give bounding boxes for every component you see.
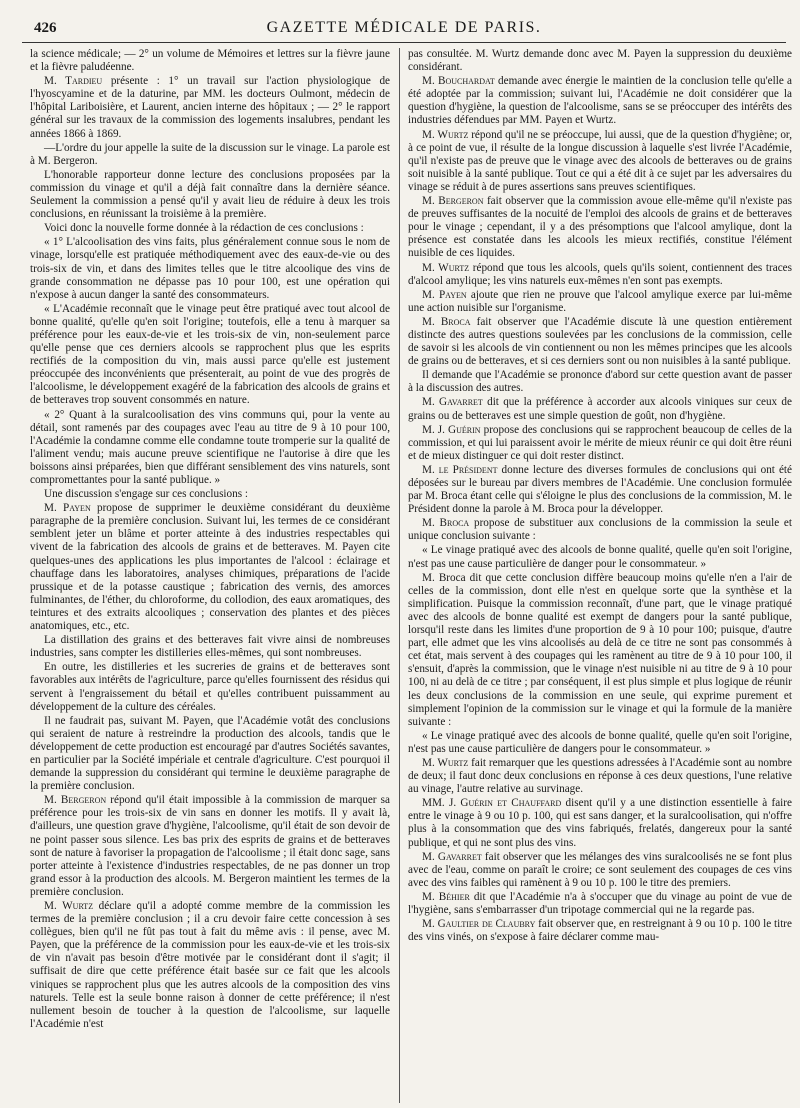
paragraph-text: « 2° Quant à la suralcoolisation des vins communs qui, pour la vente au détail, sont ramenés par des coupages avec l'eau au titre de 9 à 10 pour 100, l'Académie la condamne comme elle condamne toute tromperie sur la qualité de l'aliment vendu; mais aucune preuve scientifique ne l'autorise à dire que les boissons ainsi préparées, bien que différant sensiblement des vins naturels, sont compromettantes pour la santé publique. » (30, 408, 390, 486)
paragraph-text: propose de supprimer le deuxième considérant du deuxième paragraphe de la première conclusion. Suivant lui, les termes de ce considérant semblent jeter un blâme et porter atteinte à des industries respectables qui vivent de la fabrication des alcools de grains et de betteraves. M. Payen cite quelques-unes des applications les plus importantes de l'alcool : éclairage et chauffage dans les laboratoires, analyses chimiques, préparations de l'acide prussique et de la potasse caustique ; fabrication des vernis, des amorces fulminantes, de l'éther, du chloroforme, du collodion, des eaux aromatiques, des teintures et des extraits alcooliques ; conservation des plantes et des pièces anatomiques, etc., etc. (30, 502, 390, 633)
speaker-name: M. Gavarret (422, 850, 482, 863)
speaker-name: M. Bergeron (44, 794, 107, 807)
speaker-name: MM. J. Guérin et Chauffard (422, 797, 562, 810)
page-number: 426 (34, 20, 57, 36)
paragraph (408, 289, 792, 315)
paragraph-text: « Le vinage pratiqué avec des alcools de bonne qualité, quelle qu'en soit l'origine, n'est pas une cause particulière de danger pour le consommateur. » (408, 544, 792, 570)
paragraph (408, 48, 792, 74)
speaker-name: M. Wurtz (422, 128, 469, 141)
paragraph (30, 142, 390, 168)
paragraph-text: fait observer que les mélanges des vins suralcoolisés ne se font plus avec de l'eau, comme on paraît le croire; ce sont seulement des coupages de ces vins avec des vins faibles qui ramènent à 9 ou 10 p. 100 le titre des premiers. (408, 850, 792, 889)
paragraph-text: pas consultée. M. Wurtz demande donc avec M. Payen la suppression du deuxième considérant. (408, 48, 792, 74)
paragraph-text: disent qu'il y a une distinction essentielle à faire entre le vinage à 9 ou 10 p. 100, qui est sans danger, et la suralcoolisation, qui n'offre plus à la consommation que des vins fabriqués, frelatés, dangereux pour la santé publique, et qui ne sont plus des vins. (408, 797, 792, 849)
paragraph-text: « 1° L'alcoolisation des vins faits, plus généralement connue sous le nom de vinage, lorsqu'elle est pratiquée méthodiquement avec des eaux-de-vie ou des trois-six de vin, et dans des limites telles que le titre alcoolique des vins de grande consommation ne dépasse pas 10 pour 100, est une opération qui n'expose à aucun danger la santé des consommateurs. (30, 236, 390, 301)
speaker-name: M. Wurtz (422, 756, 469, 769)
paragraph-text: fait remarquer que les questions adressées à l'Académie sont au nombre de deux; il faut donc deux conclusions en réponse à ces deux questions, l'une relative au vinage, l'autre relative au survinage. (408, 756, 792, 796)
speaker-name: M. Wurtz (44, 900, 94, 912)
speaker-name: M. Bouchardat (422, 75, 495, 88)
paragraph (30, 502, 390, 633)
paragraph (408, 464, 792, 516)
paragraph-text: Il demande que l'Académie se prononce d'abord sur cette question avant de passer à la discussion des autres. (408, 369, 792, 395)
paragraph-text: dit que l'Académie n'a à s'occuper que du vinage au point de vue de l'hygiène, sans s'embarrasser d'un tripotage commercial qui ne la regarde pas. (408, 890, 792, 916)
paragraph (30, 900, 390, 1031)
paragraph-text: demande avec énergie le maintien de la conclusion telle qu'elle a été adoptée par la commission; suivant lui, l'Académie ne doit considérer que la question d'hygiène, la question de l'alcoolisme, sans se se préoccuper des intérêts des industries défendues par MM. Payen et Wurtz. (408, 75, 792, 127)
paragraph-text: présente : 1° un travail sur l'action physiologique de l'hyoscyamine et de la daturine, par MM. les docteurs Oulmont, médecin de l'hôpital Lariboisière, et Laurent, ancien interne des hôpitaux ; — 2° le rapport général sur les travaux de la commission des logements insalubres, pendant les années 1866 à 1869. (30, 75, 390, 140)
paragraph (30, 409, 390, 488)
paragraph-text: fait observer que, en restreignant à 9 ou 10 p. 100 le titre des vins vinés, on s'expose à faire déclarer comme mau- (408, 918, 792, 944)
paragraph-text: « L'Académie reconnaît que le vinage peut être pratiqué avec tout alcool de bonne qualité, qu'elle qu'en soit l'origine; toutefois, elle a tenu à marquer sa préférence pour les eaux-de-vie et les trois-six de vin, non-seulement parce qu'elle pense que ces derniers alcools se rapprochent plus que les esprits rectifiés de la composition du vin, mais aussi parce qu'elle est justement préoccupée des inconvénients que présenterait, au point de vue des progrès de l'alcoolisme, le développement exagéré de la fabrication des alcools de grains et de betteraves trop souvent consommés en nature. (30, 302, 390, 407)
paragraph-text: dit que la préférence à accorder aux alcools viniques sur ceux de grains ou de betteraves est une simple question de goût, non d'hygiène. (408, 396, 792, 422)
journal-title: GAZETTE MÉDICALE DE PARIS. (266, 19, 542, 36)
paragraph-text: —L'ordre du jour appelle la suite de la discussion sur le vinage. La parole est à M. Bergeron. (30, 141, 390, 167)
paragraph-text: Voici donc la nouvelle forme donnée à la rédaction de ces conclusions : (44, 222, 364, 235)
speaker-name: M. Gavarret (422, 396, 483, 409)
paragraph (30, 634, 390, 660)
paragraph-text: répond qu'il ne se préoccupe, lui aussi, que de la question d'hygiène; or, à ce point de vue, il résulte de la longue discussion à laquelle s'est livrée l'Académie, qu'il n'existe pas de preuve que le vinage avec des alcools de betteraves ou de grains soit nuisible à la santé publique. Tout ce qui a été dit à ce sujet par les adversaires du vinage se réduit à de pures assertions sans preuves scientifiques. (408, 128, 792, 193)
paragraph (408, 75, 792, 127)
right-column (408, 48, 792, 1103)
paragraph (408, 316, 792, 368)
paragraph (30, 488, 390, 501)
speaker-name: M. Bergeron (422, 195, 484, 208)
left-column (30, 48, 390, 1103)
page-header (22, 12, 786, 43)
paragraph-text: déclare qu'il a adopté comme membre de la commission les termes de la première conclusion ; il a cru devoir faire cette concession à ses collègues, bien qu'il ne fût pas tout à fait du même avis : il pense, avec M. Payen, que la préférence de la commission pour les eaux-de-vie et les trois-six de vin n'avait pas besoin d'être motivée par le considérant dont il s'agit; il suffisait de dire que cette préférence était basée sur ce fait que les alcools viniques se rapprochent plus que les autres alcools de la composition des vins naturels. Telle est la seule bonne raison à donner de cette préférence; il n'est nullement besoin de toucher à la question de l'alcoolisme, sur laquelle l'Académie n'est (30, 900, 390, 1030)
paragraph (408, 424, 792, 463)
paragraph-text: Une discussion s'engage sur ces conclusions : (44, 488, 248, 501)
speaker-name: M. Gaultier de Claubry (422, 918, 536, 931)
paragraph (408, 730, 792, 756)
paragraph-text: ajoute que rien ne prouve que l'alcool amylique exerce par lui-même une action nuisible sur l'organisme. (408, 288, 792, 314)
speaker-name: M. Broca (422, 315, 471, 328)
paragraph (408, 195, 792, 260)
column-divider (399, 48, 400, 1103)
paragraph (30, 303, 390, 408)
paragraph-text: fait observer que la commission avoue elle-même qu'il n'existe pas de preuves suffisantes de la nocuité de l'emploi des alcools de grains et de betteraves pour le vinage ; cependant, il y a des présomptions que l'alcool amylique, dont la présence est constatée dans les alcools les mieux rectifiés, constitue l'élément nuisible de ces liquides. (408, 195, 792, 260)
paragraph-text: la science médicale; — 2° un volume de Mémoires et lettres sur la fièvre jaune et la fièvre paludéenne. (30, 48, 390, 74)
paragraph-text: La distillation des grains et des betteraves fait vivre ainsi de nombreuses industries, sans compter les distilleries elles-mêmes, qui sont nombreuses. (30, 634, 390, 660)
paragraph (30, 222, 390, 235)
paragraph (30, 48, 390, 74)
paragraph (30, 715, 390, 794)
paragraph (408, 262, 792, 288)
speaker-name: M. le Président (422, 463, 498, 476)
paragraph-text: L'honorable rapporteur donne lecture des conclusions proposées par la commission du vinage et qu'il a déjà fait connaître dans la dernière séance. Seulement la commission a pensé qu'il y avait lieu de réduire à deux les trois conclusions, en réunissant la troisième à la première. (30, 168, 390, 221)
paragraph (30, 236, 390, 301)
paragraph (30, 794, 390, 899)
paragraph (408, 918, 792, 944)
paragraph (408, 891, 792, 917)
speaker-name: M. J. Guérin (422, 423, 481, 436)
paragraph-text: répond qu'il était impossible à la commission de marquer sa préférence pour les trois-six de vin sans en donner les motifs. Il y avait là, d'ailleurs, une question grave d'hygiène, l'alcoolisme, qu'il était de son devoir de ne point passer sous silence. Les bas prix des esprits de grains et de betteraves sont de nature à favoriser la propagation de l'alcoolisme ; il était donc sage, sans porter atteinte à l'existence d'industries respectables, de ne pas donner un trop grand essor à la production des alcools. M. Bergeron maintient les termes de la première conclusion. (30, 794, 390, 898)
paragraph (408, 517, 792, 543)
paragraph (408, 396, 792, 422)
speaker-name: M. Payen (422, 288, 467, 301)
paragraph-text: Il ne faudrait pas, suivant M. Payen, que l'Académie votât des conclusions qui seraient de nature à restreindre la production des alcools, tandis que le développement de cette production est encouragé par d'autres Sociétés savantes, en particulier par la Société impériale et centrale d'agriculture. C'est pourquoi il demande la suppression du considérant qui termine le deuxième paragraphe de la première conclusion. (30, 714, 390, 793)
paragraph (408, 757, 792, 796)
speaker-name: M. Tardieu (44, 75, 103, 88)
paragraph (30, 661, 390, 713)
paragraph-text: donne lecture des diverses formules de conclusions qui ont été déposées sur le bureau par divers membres de l'Académie. Une conclusion formulée par M. Broca étant celle qui s'éloigne le plus des conclusions de la commission, M. le Président donne la parole à M. Broca pour la développer. (408, 463, 792, 516)
paragraph-text: fait observer que l'Académie discute là une question entièrement distincte des autres questions soulevées par les conclusions de la commission, celle de savoir si les alcools de vin contiennent ou non les mêmes principes que les alcools de grains ou de betteraves, et si ces derniers sont ou non nuisibles à la santé publique. (408, 315, 792, 368)
paragraph (30, 75, 390, 140)
speaker-name: M. Payen (44, 502, 91, 515)
paragraph (408, 851, 792, 890)
paragraph (30, 169, 390, 221)
paragraph-text: « Le vinage pratiqué avec des alcools de bonne qualité, quelle qu'en soit l'origine, n'est pas une cause particulière de dangers pour le consommateur. » (408, 729, 792, 755)
speaker-name: M. Broca (422, 517, 470, 530)
paragraph-text: propose de substituer aux conclusions de la commission la seule et unique conclusion suivante : (408, 517, 792, 543)
speaker-name: M. Wurtz (422, 261, 470, 274)
paragraph (408, 797, 792, 849)
paragraph-text: En outre, les distilleries et les sucreries de grains et de betteraves sont favorables aux intérêts de l'agriculture, parce qu'elles fournissent des résidus qui servent à l'engraissement du bétail et qu'elles contribuent puissamment au développement de la culture des céréales. (30, 661, 390, 713)
paragraph-text: répond que tous les alcools, quels qu'ils soient, contiennent des traces d'alcool amylique; les vins naturels eux-mêmes n'en sont pas exempts. (408, 261, 792, 287)
paragraph-text: propose des conclusions qui se rapprochent beaucoup de celles de la commission, et qui lui paraissent avoir le mérite de mieux réunir ce qui doit être réuni et de mieux distinguer ce qui doit rester distinct. (408, 423, 792, 462)
paragraph (408, 572, 792, 729)
paragraph (408, 369, 792, 395)
paragraph (408, 544, 792, 570)
paragraph (408, 129, 792, 194)
speaker-name: M. Béhier (422, 890, 470, 903)
paragraph-text: M. Broca dit que cette conclusion diffère beaucoup moins qu'elle n'en a l'air de celles de la commission, dont elle n'est en quelque sorte que la synthèse et la simplification. Puisque la commission reconnaît, d'une part, que le vinage pratiqué avec des alcools de bonne qualité est exempt de dangers pour la santé publique, lorsqu'il reste dans les limites d'une proportion de 9 à 10 pour 100; puisque, d'autre part, elle admet que les vins alcoolisés au delà de ce titre ne sont pas consommés à cet état, mais servent à des coupages qui les ramènent au titre de 9 à 10 pour 100, il s'ensuit, d'après la commission, que le vinage n'est nuisible ni au titre de 9 à 10 pour 100, ni au delà de ce titre ; par conséquent, il est plus simple et plus logique de réunir les deux conclusions de la commission en une seule, qui exprime purement et simplement l'opinion de la commission sur le vinage et qui la formule de la manière suivante : (408, 571, 792, 728)
